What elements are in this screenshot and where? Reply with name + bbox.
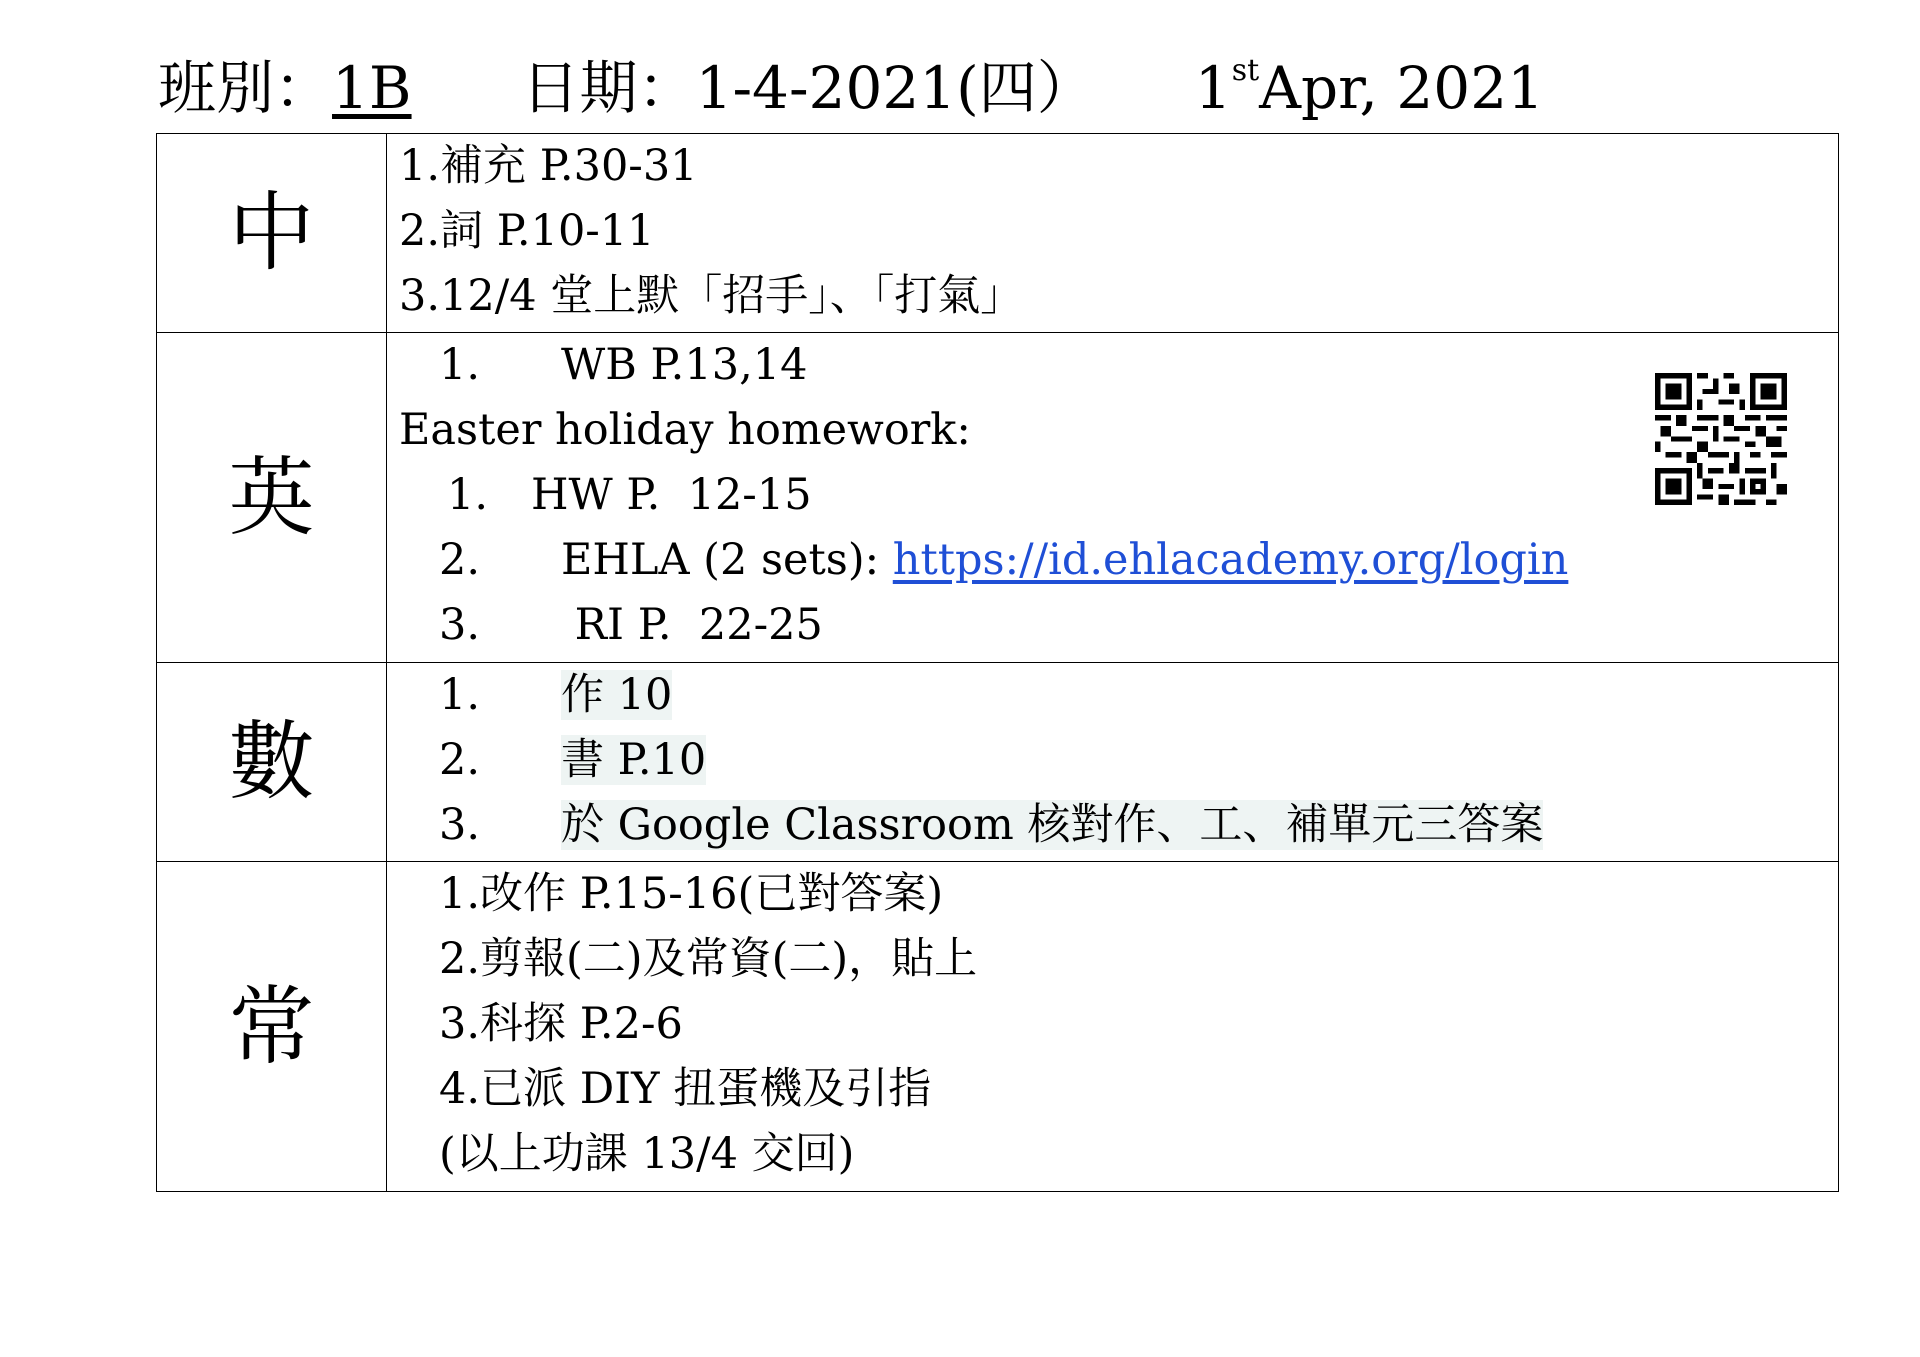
ehla-login-link[interactable]: https://id.ehlacademy.org/login: [892, 535, 1569, 585]
list-item: [387, 333, 1838, 398]
content-math: [387, 663, 1839, 862]
class-value: 1B: [332, 54, 412, 122]
list-item: [387, 663, 1838, 728]
item-number: 3.: [439, 800, 481, 850]
list-item: 1.改作 P.15-16(已對答案): [439, 869, 944, 919]
list-item: 3.科探 P.2-6: [439, 999, 683, 1049]
list-item: (以上功課 13/4 交回): [439, 1129, 855, 1179]
item-number: 1.: [439, 340, 481, 390]
item-text: 書 P.10: [561, 735, 707, 785]
item-number: 1.: [439, 670, 481, 720]
list-item: [387, 728, 1838, 793]
qr-code-icon: [1655, 373, 1787, 505]
subject-math: 數: [157, 663, 387, 862]
list-item: Easter holiday homework:: [399, 405, 971, 455]
date-label: 日期：: [521, 54, 696, 122]
content-general-studies: [387, 862, 1839, 1192]
homework-table: [156, 133, 1839, 1192]
date-value: 1-4-2021(四）: [695, 54, 1095, 122]
list-item: 3.12/4 堂上默「招手」、「打氣」: [399, 271, 1024, 321]
class-label: 班別：: [158, 54, 333, 122]
list-item: [387, 463, 1838, 528]
item-number: 2.: [439, 535, 481, 585]
item-text: EHLA (2 sets):: [561, 535, 893, 585]
english-date-rest: Apr, 2021: [1259, 54, 1545, 122]
list-item: [387, 528, 1838, 593]
item-text: RI P. 22-25: [561, 600, 823, 650]
english-date-day: 1: [1194, 54, 1232, 122]
content-english: [387, 333, 1839, 663]
item-text: 作 10: [561, 670, 673, 720]
table-row-math: [157, 663, 1839, 862]
table-row-general-studies: [157, 862, 1839, 1192]
subject-english: 英: [157, 333, 387, 663]
list-item: [387, 593, 1838, 658]
table-row-chinese: [157, 134, 1839, 333]
item-number: 3.: [439, 600, 481, 650]
table-row-english: [157, 333, 1839, 663]
item-number: 2.: [439, 735, 481, 785]
list-item: 2.詞 P.10-11: [399, 206, 655, 256]
header: 班別：1B 日期：1-4-2021(四） 1stApr, 2021: [158, 53, 1545, 122]
subject-general-studies: 常: [157, 862, 387, 1192]
item-text: HW P. 12-15: [531, 470, 812, 520]
list-item: 2.剪報(二)及常資(二)，貼上: [439, 934, 978, 984]
item-number: 1.: [447, 470, 489, 520]
list-item: [387, 793, 1838, 858]
item-text: 於 Google Classroom 核對作、工、補單元三答案: [561, 800, 1544, 850]
subject-chinese: 中: [157, 134, 387, 333]
content-chinese: [387, 134, 1839, 333]
list-item: 1.補充 P.30-31: [399, 141, 698, 191]
item-text: WB P.13,14: [561, 340, 808, 390]
list-item: 4.已派 DIY 扭蛋機及引指: [439, 1064, 932, 1114]
